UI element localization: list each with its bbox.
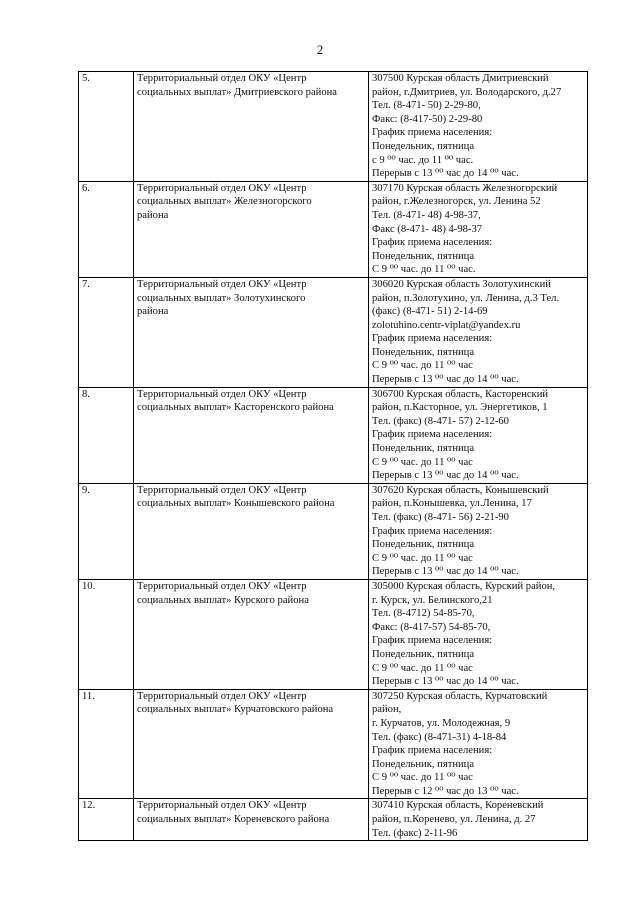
office-contact-line: Факс: (8-417-57) 54-85-70, bbox=[372, 621, 491, 633]
row-number: 11. bbox=[79, 689, 134, 799]
office-contact-line: Перерыв с 13 ⁰⁰ час до 14 ⁰⁰ час. bbox=[372, 168, 519, 180]
office-contact-line: 307410 Курская область, Кореневский bbox=[372, 800, 544, 812]
office-contact-line: zolotuhino.centr-viplat@yandex.ru bbox=[372, 319, 521, 331]
office-contact-line: 306020 Курская область Золотухинский bbox=[372, 278, 551, 290]
office-name-line: социальных выплат» Конышевского района bbox=[137, 498, 335, 510]
office-contact-line: район, п.Коренево, ул. Ленина, д. 27 bbox=[372, 814, 536, 826]
office-contact-line: Перерыв с 13 ⁰⁰ час до 14 ⁰⁰ час. bbox=[372, 566, 519, 578]
office-contact-line: Факс: (8-417-50) 2-29-80 bbox=[372, 113, 483, 125]
office-contacts-cell bbox=[369, 483, 588, 579]
office-name-line: социальных выплат» Курчатовского района bbox=[137, 704, 334, 716]
office-contact-line: Тел. (факс) 2-11-96 bbox=[372, 827, 458, 839]
office-contacts-cell bbox=[369, 689, 588, 799]
office-contact-line: С 9 ⁰⁰ час. до 11 ⁰⁰ час bbox=[372, 360, 473, 372]
office-contact-line: Понедельник, пятница bbox=[372, 346, 475, 358]
table-row bbox=[79, 483, 588, 579]
office-contact-line: Понедельник, пятница bbox=[372, 250, 475, 262]
office-contact-line: График приема населения: bbox=[372, 237, 493, 249]
office-name-line: Территориальный отдел ОКУ «Центр bbox=[137, 182, 307, 194]
table-row bbox=[79, 689, 588, 799]
row-number: 10. bbox=[79, 579, 134, 689]
office-contact-line: 307500 Курская область Дмитриевский bbox=[372, 73, 549, 84]
office-contact-line: С 9 ⁰⁰ час. до 11 ⁰⁰ час. bbox=[372, 264, 476, 276]
table-row bbox=[79, 579, 588, 689]
row-number: 8. bbox=[79, 387, 134, 483]
offices-table-body bbox=[79, 72, 588, 841]
office-contacts-cell bbox=[369, 181, 588, 277]
office-contact-line: район, г.Железногорск, ул. Ленина 52 bbox=[372, 196, 541, 208]
office-contacts-cell bbox=[369, 799, 588, 841]
office-contacts-cell bbox=[369, 579, 588, 689]
row-number: 5. bbox=[79, 72, 134, 182]
office-contact-line: Тел. (факс) (8-471- 56) 2-21-90 bbox=[372, 512, 509, 523]
office-name-line: социальных выплат» Железногорского bbox=[137, 196, 312, 208]
office-name-cell bbox=[134, 72, 369, 182]
office-contact-line: Тел. (8-471- 48) 4-98-37, bbox=[372, 209, 481, 221]
office-contact-line: С 9 ⁰⁰ час. до 11 ⁰⁰ час bbox=[372, 662, 473, 674]
table-row bbox=[79, 72, 588, 182]
office-name-line: социальных выплат» Касторенского района bbox=[137, 402, 334, 414]
office-contact-line: Тел. (факс) (8-471-31) 4-18-84 bbox=[372, 731, 507, 743]
offices-table bbox=[78, 71, 588, 841]
office-name-cell bbox=[134, 181, 369, 277]
office-name-cell bbox=[134, 799, 369, 841]
office-contact-line: График приема населения: bbox=[372, 127, 493, 139]
row-number: 6. bbox=[79, 181, 134, 277]
office-name-line: Территориальный отдел ОКУ «Центр bbox=[137, 388, 307, 400]
office-name-cell bbox=[134, 277, 369, 387]
office-contacts-cell bbox=[369, 387, 588, 483]
office-contact-line: с 9 ⁰⁰ час. до 11 ⁰⁰ час. bbox=[372, 154, 474, 166]
office-contact-line: Понедельник, пятница bbox=[372, 443, 475, 455]
office-contact-line: Перерыв с 12 ⁰⁰ час до 13 ⁰⁰ час. bbox=[372, 785, 519, 797]
page-number: 2 bbox=[316, 42, 324, 57]
office-name-line: Территориальный отдел ОКУ «Центр bbox=[137, 278, 307, 290]
office-contact-line: Тел. (факс) (8-471- 57) 2-12-60 bbox=[372, 415, 509, 427]
office-contact-line: 305000 Курская область, Курский район, bbox=[372, 580, 556, 592]
office-contact-line: График приема населения: bbox=[372, 333, 493, 345]
office-name-line: Территориальный отдел ОКУ «Центр bbox=[137, 690, 307, 702]
office-contact-line: Перерыв с 13 ⁰⁰ час до 14 ⁰⁰ час. bbox=[372, 470, 519, 482]
office-contact-line: район, п.Касторное, ул. Энергетиков, 1 bbox=[372, 402, 548, 414]
table-row bbox=[79, 387, 588, 483]
table-row bbox=[79, 799, 588, 841]
office-name-line: социальных выплат» Дмитриевского района bbox=[137, 86, 337, 98]
office-contact-line: район, п.Золотухино, ул. Ленина, д.3 Тел. bbox=[372, 292, 560, 304]
office-contact-line: район, г.Дмитриев, ул. Володарского, д.27 bbox=[372, 86, 562, 98]
office-name-line: района bbox=[137, 209, 169, 221]
office-contact-line: район, п.Конышевка, ул.Ленина, 17 bbox=[372, 498, 532, 510]
office-name-line: социальных выплат» Кореневского района bbox=[137, 814, 330, 826]
office-name-line: Территориальный отдел ОКУ «Центр bbox=[137, 580, 307, 592]
office-contact-line: График приема населения: bbox=[372, 525, 493, 537]
office-name-line: Территориальный отдел ОКУ «Центр bbox=[137, 484, 307, 496]
office-contact-line: Понедельник, пятница bbox=[372, 648, 475, 660]
office-name-cell bbox=[134, 483, 369, 579]
office-contact-line: Перерыв с 13 ⁰⁰ час до 14 ⁰⁰ час. bbox=[372, 676, 519, 688]
office-name-cell bbox=[134, 579, 369, 689]
office-contact-line: 307170 Курская область Железногорский bbox=[372, 182, 558, 194]
office-contact-line: 306700 Курская область, Касторенский bbox=[372, 388, 549, 400]
office-name-line: района bbox=[137, 306, 169, 318]
office-contact-line: График приема населения: bbox=[372, 635, 493, 647]
row-number: 12. bbox=[79, 799, 134, 841]
office-contact-line: Понедельник, пятница bbox=[372, 758, 475, 770]
office-name-cell bbox=[134, 689, 369, 799]
office-contact-line: Тел. (8-471- 50) 2-29-80, bbox=[372, 100, 481, 112]
row-number: 7. bbox=[79, 277, 134, 387]
office-contact-line: График приема населения: bbox=[372, 429, 493, 441]
office-name-line: Территориальный отдел ОКУ «Центр bbox=[137, 73, 307, 84]
office-contacts-cell bbox=[369, 277, 588, 387]
table-row bbox=[79, 277, 588, 387]
office-contact-line: 307620 Курская область, Конышевский bbox=[372, 484, 549, 496]
office-name-line: социальных выплат» Золотухинского bbox=[137, 292, 306, 304]
office-contact-line: г. Курск, ул. Белинского,21 bbox=[372, 594, 493, 606]
office-contacts-cell bbox=[369, 72, 588, 182]
office-contact-line: Перерыв с 13 ⁰⁰ час до 14 ⁰⁰ час. bbox=[372, 374, 519, 386]
office-contact-line: С 9 ⁰⁰ час. до 11 ⁰⁰ час bbox=[372, 456, 473, 468]
office-contact-line: район, bbox=[372, 704, 402, 716]
office-name-cell bbox=[134, 387, 369, 483]
office-contact-line: Факс (8-471- 48) 4-98-37 bbox=[372, 223, 483, 235]
office-contact-line: График приема населения: bbox=[372, 745, 493, 757]
office-contact-line: С 9 ⁰⁰ час. до 11 ⁰⁰ час bbox=[372, 772, 473, 784]
office-contact-line: Понедельник, пятница bbox=[372, 140, 475, 152]
table-row bbox=[79, 181, 588, 277]
office-contact-line: (факс) (8-471- 51) 2-14-69 bbox=[372, 306, 488, 318]
office-contact-line: С 9 ⁰⁰ час. до 11 ⁰⁰ час bbox=[372, 552, 473, 564]
office-name-line: Территориальный отдел ОКУ «Центр bbox=[137, 800, 307, 812]
row-number: 9. bbox=[79, 483, 134, 579]
office-contact-line: Тел. (8-4712) 54-85-70, bbox=[372, 608, 475, 620]
office-contact-line: 307250 Курская область, Курчатовский bbox=[372, 690, 548, 702]
office-contact-line: Понедельник, пятница bbox=[372, 539, 475, 551]
office-name-line: социальных выплат» Курского района bbox=[137, 594, 309, 606]
office-contact-line: г. Курчатов, ул. Молодежная, 9 bbox=[372, 717, 511, 729]
